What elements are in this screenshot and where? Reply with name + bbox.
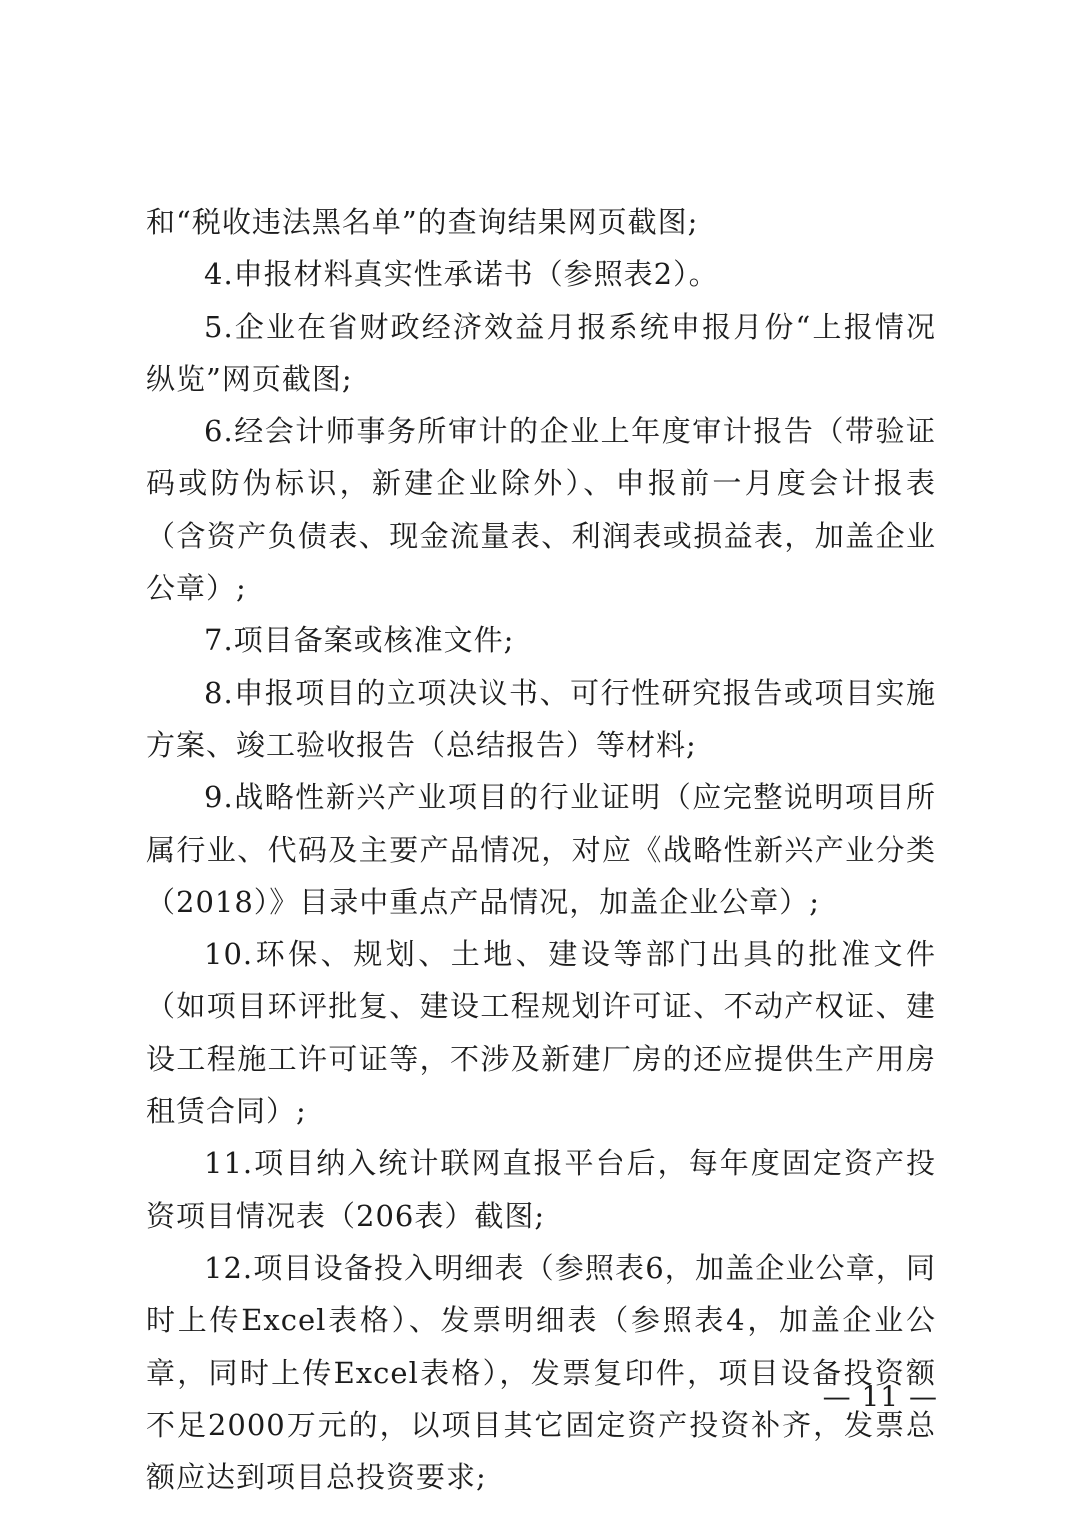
paragraph-item-6: 6.经会计师事务所审计的企业上年度审计报告（带验证码或防伪标识，新建企业除外）、申报前一月度会计报表（含资产负债表、现金流量表、利润表或损益表，加盖企业公章）; — [146, 414, 936, 606]
paragraph-item-7: 7.项目备案或核准文件; — [204, 623, 515, 658]
page-number: — 11 — — [822, 1380, 938, 1413]
paragraph-item-8: 8.申报项目的立项决议书、可行性研究报告或项目实施方案、竣工验收报告（总结报告）等材料; — [146, 675, 936, 762]
paragraph-item-9: 9.战略性新兴产业项目的行业证明（应完整说明项目所属行业、代码及主要产品情况，对应《战略性新兴产业分类（2018）》目录中重点产品情况，加盖企业公章）; — [146, 780, 936, 919]
paragraph-continuation: 和“税收违法黑名单”的查询结果网页截图; — [146, 205, 699, 239]
document-body — [146, 196, 936, 1503]
paragraph-item-5: 5.企业在省财政经济效益月报系统申报月份“上报情况纵览”网页截图; — [146, 309, 936, 396]
paragraph-item-10: 10.环保、规划、土地、建设等部门出具的批准文件（如项目环评批复、建设工程规划许可证、不动产权证、建设工程施工许可证等，不涉及新建厂房的还应提供生产用房租赁合同）; — [146, 937, 936, 1129]
paragraph-item-4: 4.申报材料真实性承诺书（参照表2）。 — [204, 257, 719, 292]
paragraph-item-11: 11.项目纳入统计联网直报平台后，每年度固定资产投资项目情况表（206表）截图; — [146, 1146, 936, 1233]
paragraph-item-12: 12.项目设备投入明细表（参照表6，加盖企业公章，同时上传Excel表格）、发票明细表（参照表4，加盖企业公章，同时上传Excel表格），发票复印件，项目设备投资额不足2000万元的，以项目其它固定资产投资补齐，发票总额应达到项目总投资要求; — [146, 1250, 936, 1495]
